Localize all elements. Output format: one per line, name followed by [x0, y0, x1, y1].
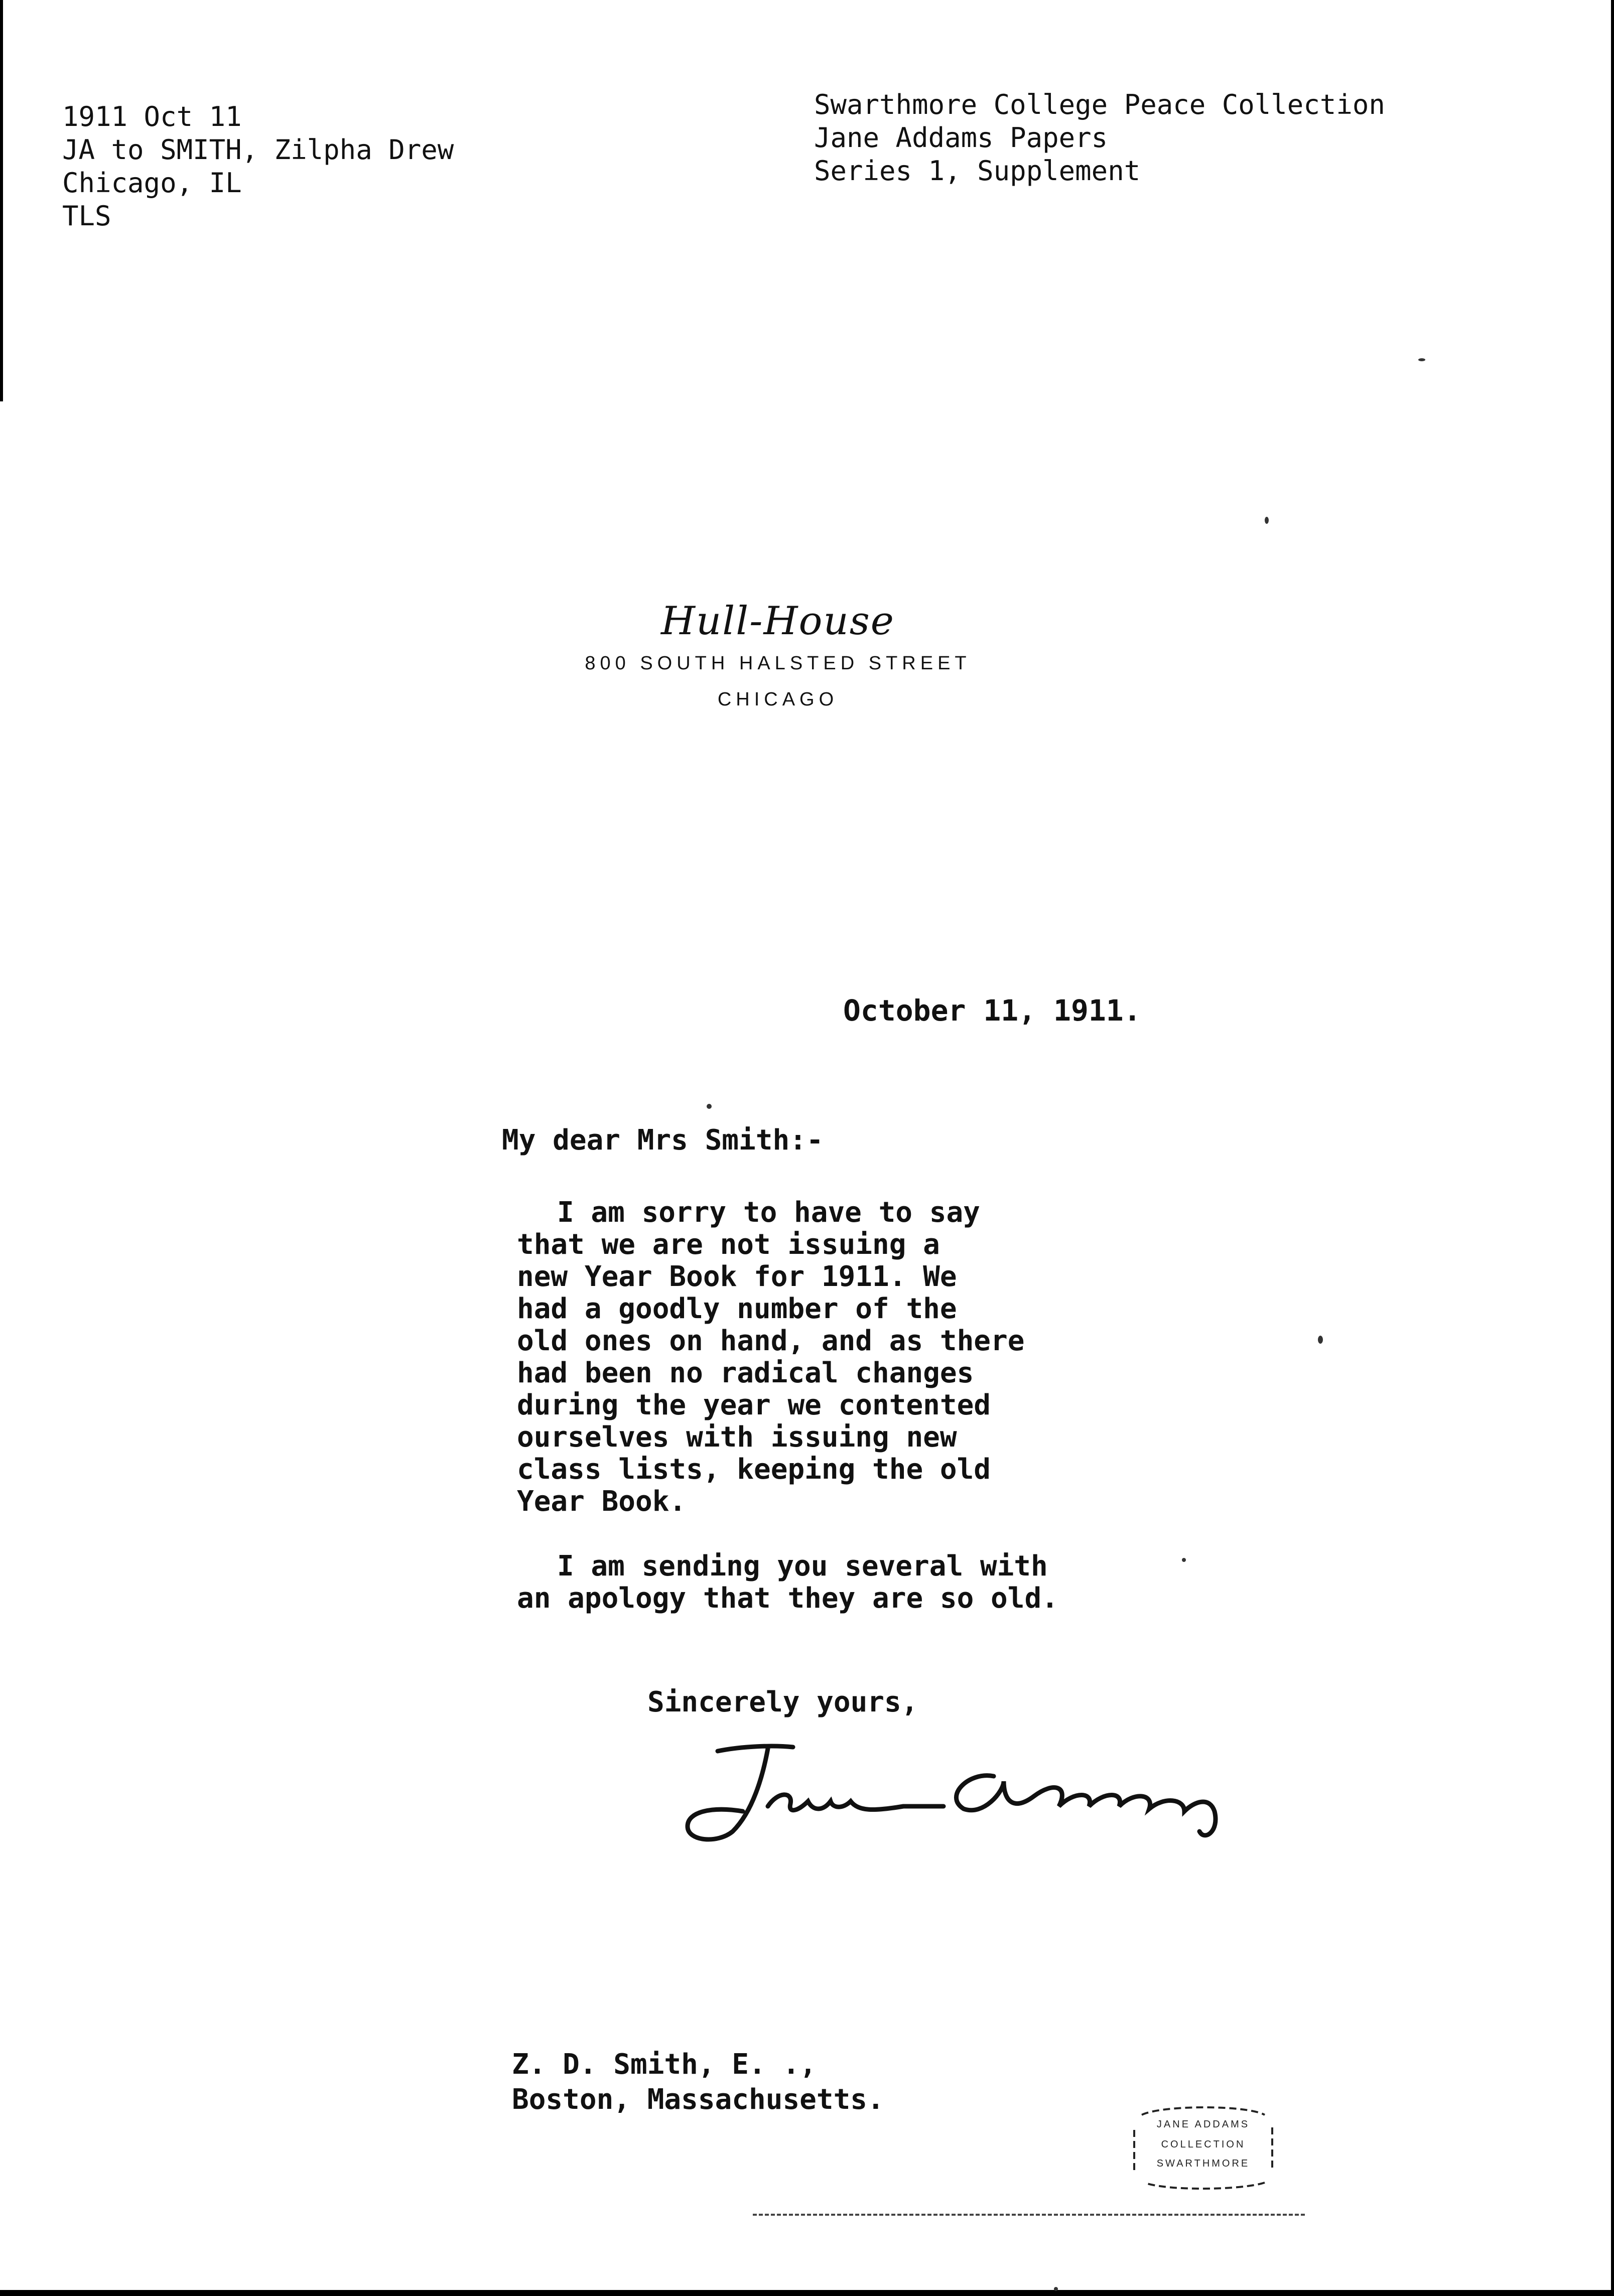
- archival-type: TLS: [62, 200, 111, 232]
- collection-info: [814, 88, 1385, 188]
- body-line: ourselves with issuing new: [517, 1421, 957, 1454]
- body-line: Year Book.: [517, 1485, 687, 1518]
- collection-name: Swarthmore College Peace Collection: [814, 89, 1385, 120]
- scan-speck: [1265, 517, 1269, 524]
- handwritten-signature: [642, 1736, 1270, 1856]
- scan-speck: [1054, 2287, 1058, 2291]
- body-line: I am sorry to have to say: [557, 1196, 980, 1229]
- body-line: class lists, keeping the old: [517, 1453, 991, 1486]
- archival-date: 1911 Oct 11: [62, 101, 242, 132]
- archival-place: Chicago, IL: [62, 167, 242, 199]
- body-line: had a goodly number of the: [517, 1293, 957, 1325]
- scan-speck: [707, 1104, 712, 1109]
- stamp-line-2: COLLECTION: [1161, 2139, 1246, 2150]
- closing: Sincerely yours,: [647, 1686, 918, 1718]
- recipient-name: Z. D. Smith, E. .,: [512, 2048, 817, 2081]
- scan-artifact-line: [753, 2214, 1305, 2216]
- stamp-line-3: SWARTHMORE: [1156, 2158, 1250, 2169]
- scan-speck: [1418, 358, 1425, 361]
- recipient-city: Boston, Massachusetts.: [512, 2083, 884, 2116]
- body-paragraph-1: [517, 1197, 1024, 1518]
- scan-speck: [1318, 1336, 1323, 1344]
- body-line: I am sending you several with: [557, 1550, 1048, 1583]
- collection-stamp: [1122, 2100, 1285, 2195]
- letter-date: October 11, 1911.: [843, 993, 1141, 1028]
- collection-series: Series 1, Supplement: [814, 155, 1141, 187]
- archival-header: [62, 100, 454, 233]
- collection-papers: Jane Addams Papers: [814, 122, 1108, 154]
- letterhead-city: CHICAGO: [717, 689, 839, 710]
- salutation: My dear Mrs Smith:-: [502, 1124, 824, 1157]
- scan-speck: [1182, 1558, 1186, 1562]
- body-line: during the year we contented: [517, 1389, 991, 1421]
- body-line: old ones on hand, and as there: [517, 1325, 1025, 1357]
- body-paragraph-2: [517, 1550, 1058, 1615]
- letterhead: [552, 597, 1004, 718]
- stamp-line-1: JANE ADDAMS: [1156, 2119, 1250, 2130]
- body-line: new Year Book for 1911. We: [517, 1260, 957, 1293]
- scan-border-left: [0, 0, 3, 401]
- body-line: an apology that they are so old.: [517, 1582, 1058, 1615]
- body-line: that we are not issuing a: [517, 1228, 940, 1261]
- archival-correspondents: JA to SMITH, Zilpha Drew: [62, 134, 454, 166]
- letterhead-name: Hull-House: [661, 599, 895, 644]
- letterhead-street: 800 SOUTH HALSTED STREET: [585, 653, 971, 674]
- scan-border-right: [1611, 0, 1614, 2296]
- scan-border-bottom: [0, 2290, 1614, 2296]
- body-line: had been no radical changes: [517, 1357, 974, 1389]
- recipient-address: [512, 2047, 884, 2117]
